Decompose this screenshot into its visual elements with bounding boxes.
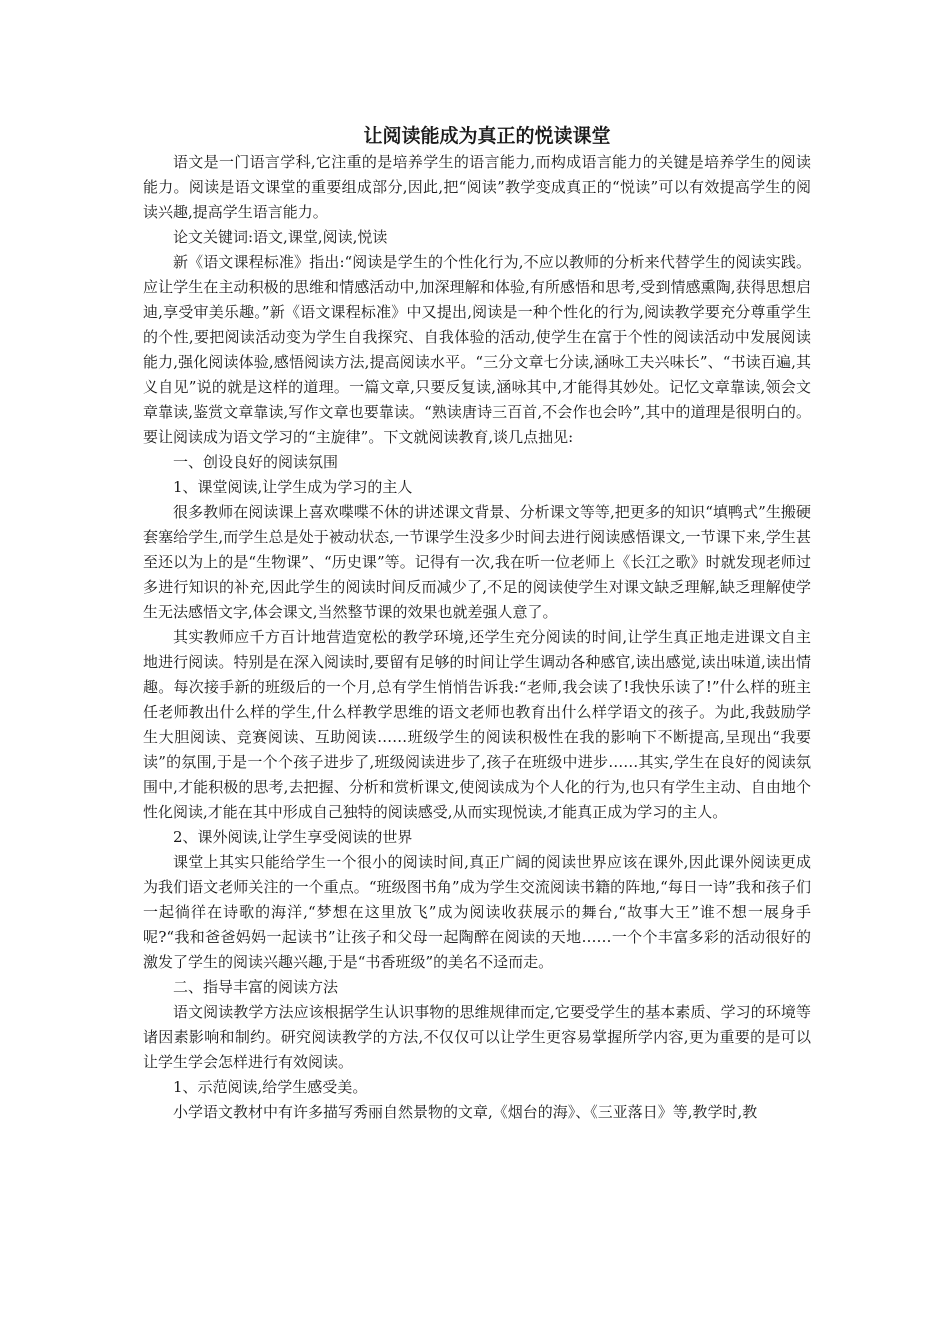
subsection-heading: 1、课堂阅读,让学生成为学习的主人 — [173, 478, 413, 496]
keywords-line: 论文关键词:语文,课堂,阅读,悦读 — [173, 228, 388, 246]
body-paragraph: 语文阅读教学方法应该根据学生认识事物的思维规律而定,它要受学生的基本素质、学习的环境等诸因素影响和制约。研究阅读教学的方法,不仅仅可以让学生更容易掌握所学内容,更为重要的是可以让学生学会怎样进行有效阅读。 — [143, 1003, 811, 1071]
body-paragraph: 新《语文课程标准》指出:“阅读是学生的个性化行为,不应以教师的分析来代替学生的阅读实践。应让学生在主动积极的思维和情感活动中,加深理解和体验,有所感悟和思考,受到情感熏陶,获得思想启迪,享受审美乐趣。”新《语文课程标准》中又提出,阅读是一种个性化的行为,阅读教学要充分尊重学生的个性,要把阅读活动变为学生自我探究、自我体验的活动,使学生在富于个性的阅读活动中发展阅读能力,强化阅读体验,感悟阅读方法,提高阅读水平。“三分文章七分读,涵咏工夫兴味长”、“书读百遍,其义自见”说的就是这样的道理。一篇文章,只要反复读,涵咏其中,才能得其妙处。记忆文章靠读,领会文章靠读,鉴赏文章靠读,写作文章也要靠读。“熟读唐诗三百首,不会作也会吟”,其中的道理是很明白的。要让阅读成为语文学习的“主旋律”。下文就阅读教育,谈几点拙见: — [143, 253, 811, 446]
section-heading: 一、创设良好的阅读氛围 — [173, 453, 339, 471]
body-paragraph: 课堂上其实只能给学生一个很小的阅读时间,真正广阔的阅读世界应该在课外,因此课外阅读更成为我们语文老师关注的一个重点。“班级图书角”成为学生交流阅读书籍的阵地,“每日一诗”我和孩子们一起徜徉在诗歌的海洋,“梦想在这里放飞”成为阅读收获展示的舞台,“故事大王”谁不想一展身手呢?“我和爸爸妈妈一起读书”让孩子和父母一起陶醉在阅读的天地……一个个丰富多彩的活动很好的激发了学生的阅读兴趣兴趣,于是“书香班级”的美名不迳而走。 — [143, 853, 811, 971]
body-paragraph: 很多教师在阅读课上喜欢喋喋不休的讲述课文背景、分析课文等等,把更多的知识“填鸭式”生搬硬套塞给学生,而学生总是处于被动状态,一节课学生没多少时间去进行阅读感悟课文,一节课下来,学生甚至还以为上的是“生物课”、“历史课”等。记得有一次,我在听一位老师上《长江之歌》时就发现老师过多进行知识的补充,因此学生的阅读时间反而减少了,不足的阅读使学生对课文缺乏理解,缺乏理解使学生无法感悟文字,体会课文,当然整节课的效果也就差强人意了。 — [143, 503, 811, 621]
document-title: 让阅读能成为真正的悦读课堂 — [363, 125, 611, 147]
section-heading: 二、指导丰富的阅读方法 — [173, 978, 339, 996]
abstract-paragraph: 语文是一门语言学科,它注重的是培养学生的语言能力,而构成语言能力的关键是培养学生的阅读能力。阅读是语文课堂的重要组成部分,因此,把“阅读”教学变成真正的“悦读”可以有效提高学生的阅读兴趣,提高学生语言能力。 — [143, 153, 811, 221]
document-page — [143, 122, 811, 1125]
body-paragraph: 小学语文教材中有许多描写秀丽自然景物的文章,《烟台的海》、《三亚落日》等,教学时,教 — [173, 1103, 758, 1121]
subsection-heading: 1、示范阅读,给学生感受美。 — [173, 1078, 368, 1096]
body-paragraph: 其实教师应千方百计地营造宽松的教学环境,还学生充分阅读的时间,让学生真正地走进课文自主地进行阅读。特别是在深入阅读时,要留有足够的时间让学生调动各种感官,读出感觉,读出味道,读出情趣。每次接手新的班级后的一个月,总有学生悄悄告诉我:“老师,我会读了!我快乐读了!”什么样的班主任老师教出什么样的学生,什么样教学思维的语文老师也教育出什么样学语文的孩子。为此,我鼓励学生大胆阅读、竞赛阅读、互助阅读……班级学生的阅读积极性在我的影响下不断提高,呈现出“我要读”的氛围,于是一个个孩子进步了,班级阅读进步了,孩子在班级中进步……其实,学生在良好的阅读氛围中,才能积极的思考,去把握、分析和赏析课文,使阅读成为个人化的行为,也只有学生主动、自由地个性化阅读,才能在其中形成自己独特的阅读感受,从而实现悦读,才能真正成为学习的主人。 — [143, 628, 811, 821]
subsection-heading: 2、课外阅读,让学生享受阅读的世界 — [173, 828, 413, 846]
